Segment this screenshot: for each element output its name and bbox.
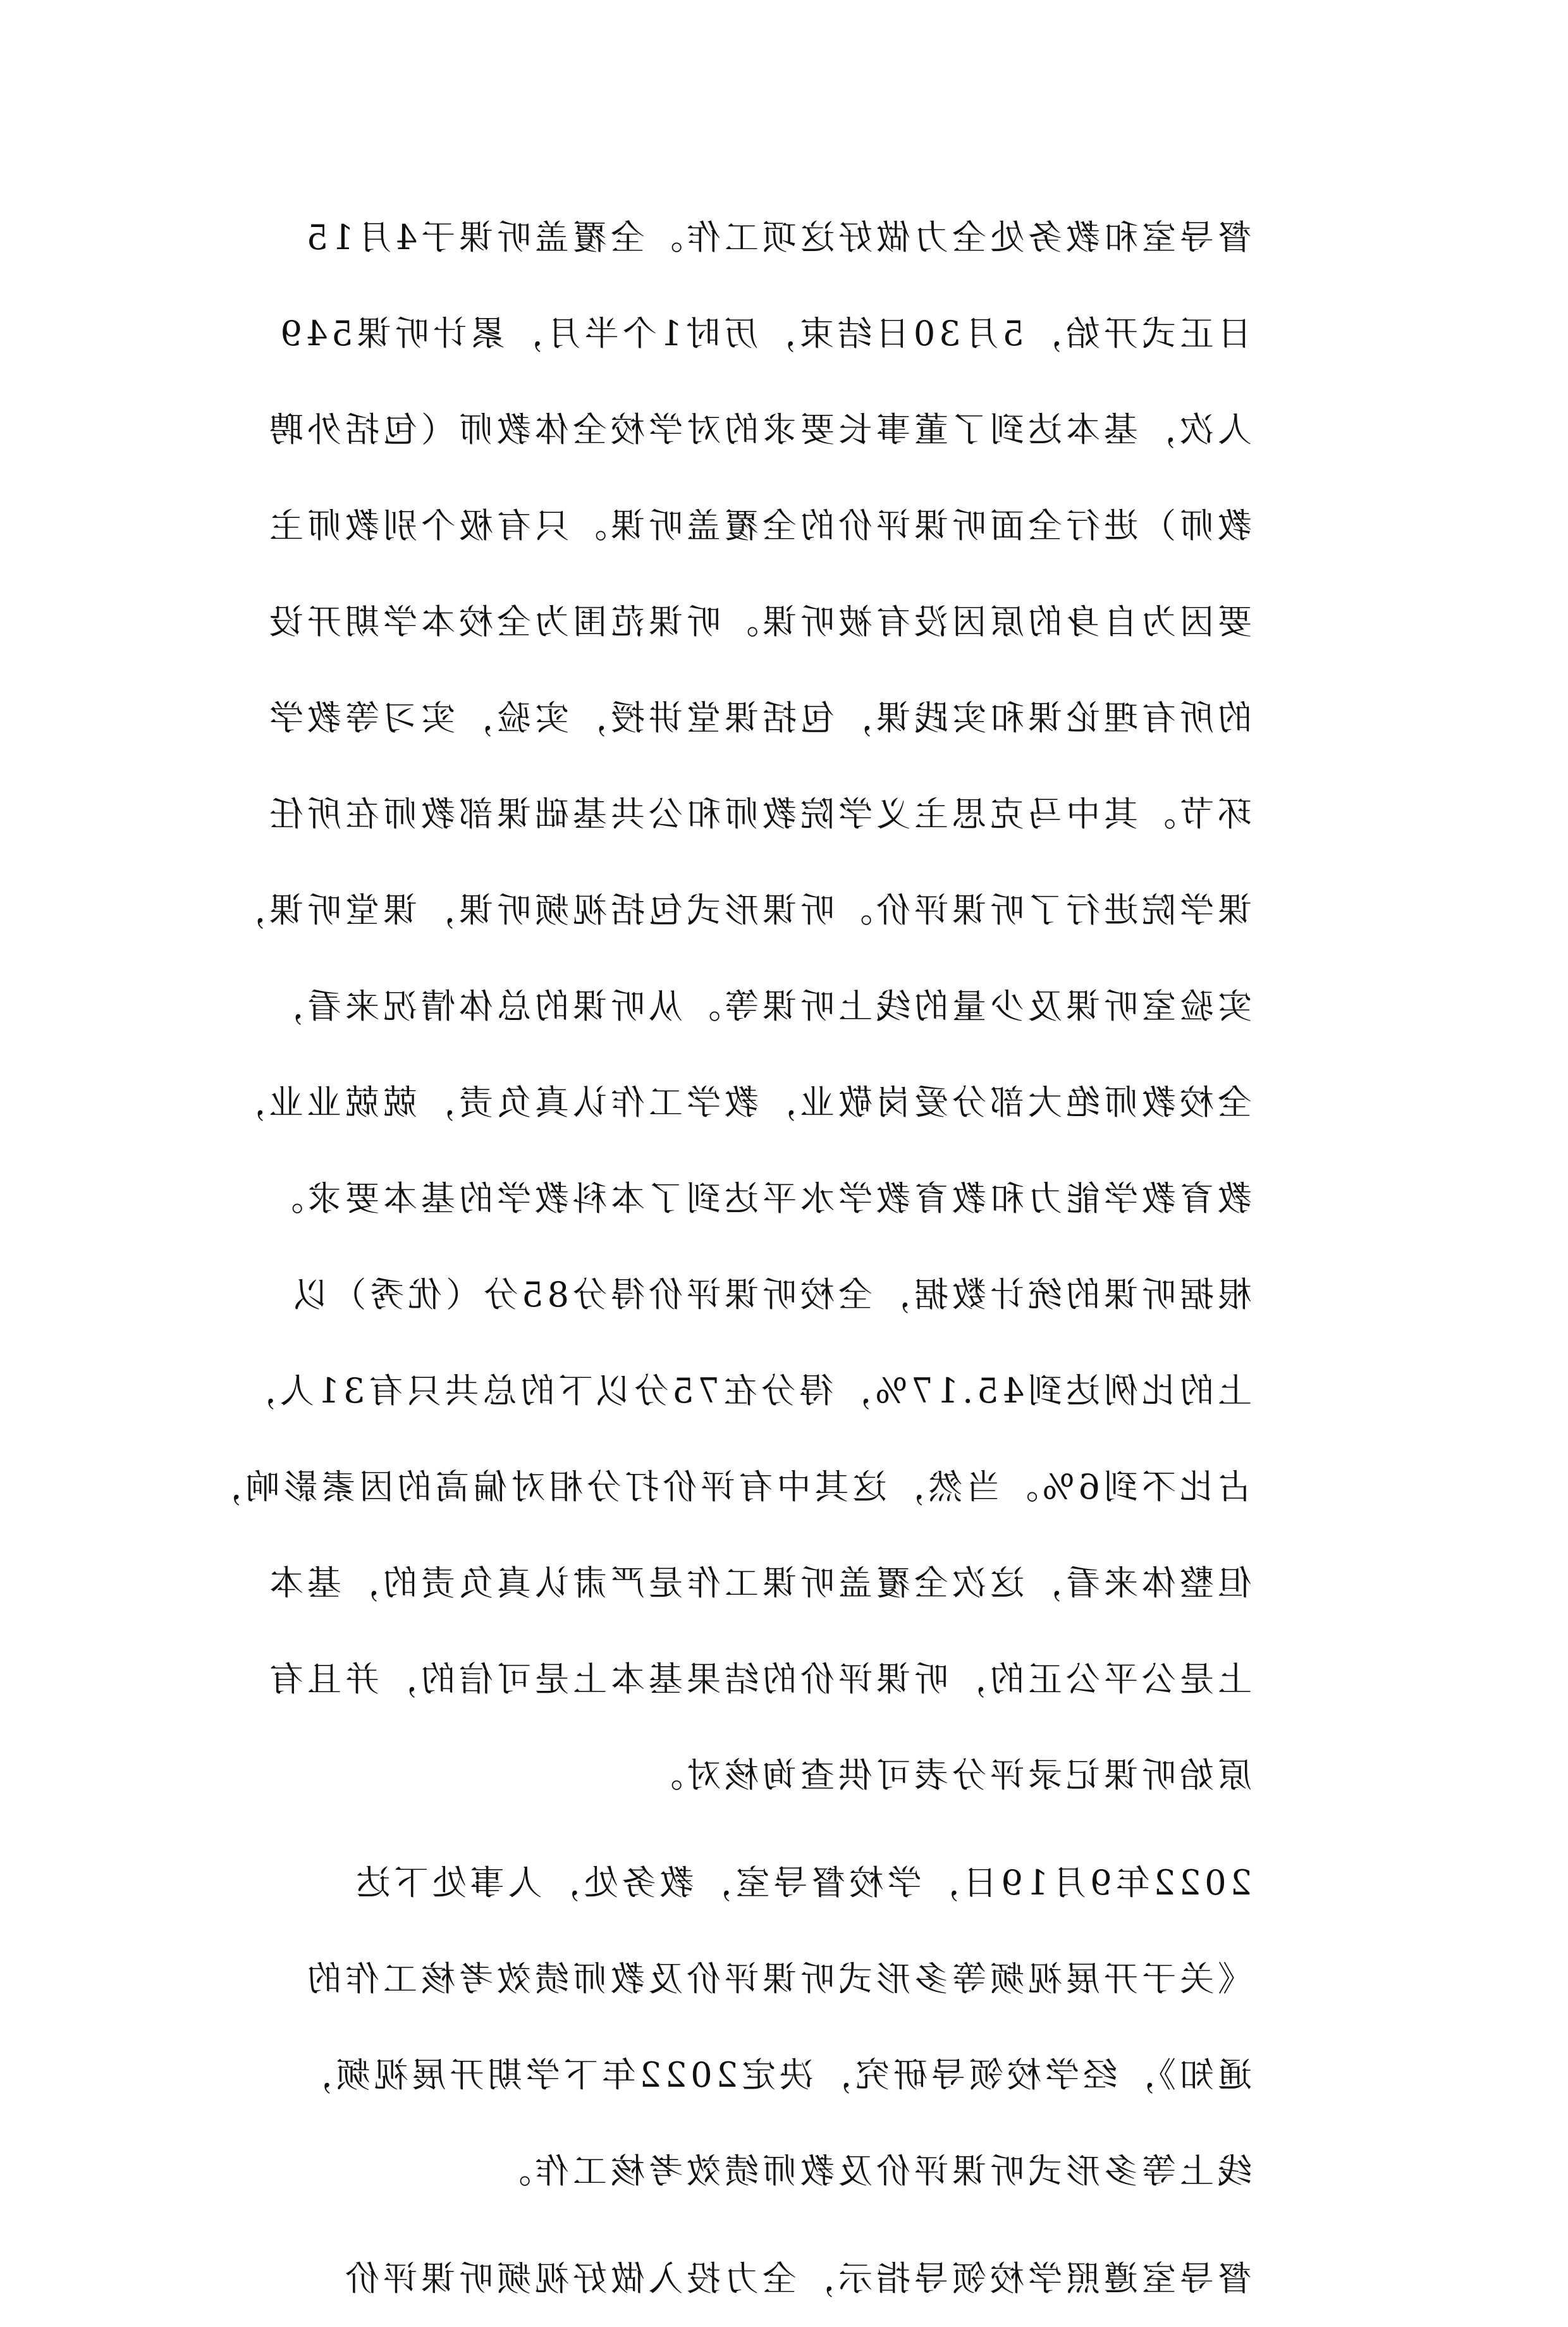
- text-line: 实验室听课及少量的线上听课等。从听课的总体情况来看，: [266, 986, 1252, 1026]
- text-line: 全校教师绝大部分爱岗敬业，教学工作认真负责，兢兢业业，: [228, 1083, 1252, 1122]
- text-line: 教育教学能力和教育教学水平达到了本科教学的基本要求。: [266, 1179, 1252, 1219]
- text-line: 2022年9月19日，学校督导室，教务处，人事处下达: [352, 1863, 1252, 1903]
- paragraph-spacer: [240, 1824, 1252, 1835]
- text-line: 督导室遵照学校领导指示，全力投入做好视频听课评价: [341, 2259, 1252, 2299]
- text-line: 上是公平公正的，听课评价的结果基本上是可信的，并且有: [266, 1659, 1252, 1699]
- text-line: 上的比例达到45.17%，得分在75分以下的总共只有31人，: [238, 1371, 1252, 1411]
- text-line: 根据听课的统计数据，全校听课评价得分85分（优秀）以: [290, 1275, 1252, 1315]
- text-line: 线上等多形式听课评价及教师绩效考核工作。: [493, 2151, 1252, 2191]
- text-line: 人次，基本达到了董事长要求的对学校全体教师（包括外聘: [266, 410, 1252, 450]
- text-line: 教师）进行全面听课评价的全覆盖听课。只有极个别教师主: [266, 506, 1252, 546]
- paragraph-3: [240, 2231, 1252, 2327]
- text-line: 通知》，经学校领导研究，决定2022年下学期开展视频，: [294, 2055, 1252, 2095]
- text-line: 的所有理论课和实践课，包括课堂讲授，实验，实习等教学: [266, 698, 1252, 738]
- text-line: 督导室和教务处全力做好这项工作。全覆盖听课于4月15: [302, 218, 1252, 257]
- text-line: 日正式开始，5月30日结束，历时1个半月，累计听课549: [276, 314, 1252, 353]
- document-body: [204, 190, 1252, 2327]
- text-line: 课学院进行了听课评价。听课形式包括视频听课，课堂听课，: [228, 890, 1252, 930]
- text-line: 占比不到6%。当然，这其中有评价打分相对偏高的因素影响，: [204, 1467, 1252, 1507]
- paragraph-1: [204, 190, 1252, 1824]
- text-line: 但整体来看，这次全覆盖听课工作是严肃认真负责的，基本: [266, 1563, 1252, 1603]
- text-line: 《关于开展视频等多形式听课评价及教师绩效考核工作的: [303, 1959, 1252, 1999]
- text-line: 环节。其中马克思主义学院教师和公共基础课部教师在所任: [266, 794, 1252, 834]
- text-line: 原始听课记录评分表可供查询核对。: [645, 1755, 1252, 1795]
- paragraph-spacer: [240, 2220, 1252, 2231]
- paragraph-2: [240, 1835, 1252, 2220]
- text-line: 要因为自身的原因没有被听课。听课范围为全校本学期开设: [266, 602, 1252, 642]
